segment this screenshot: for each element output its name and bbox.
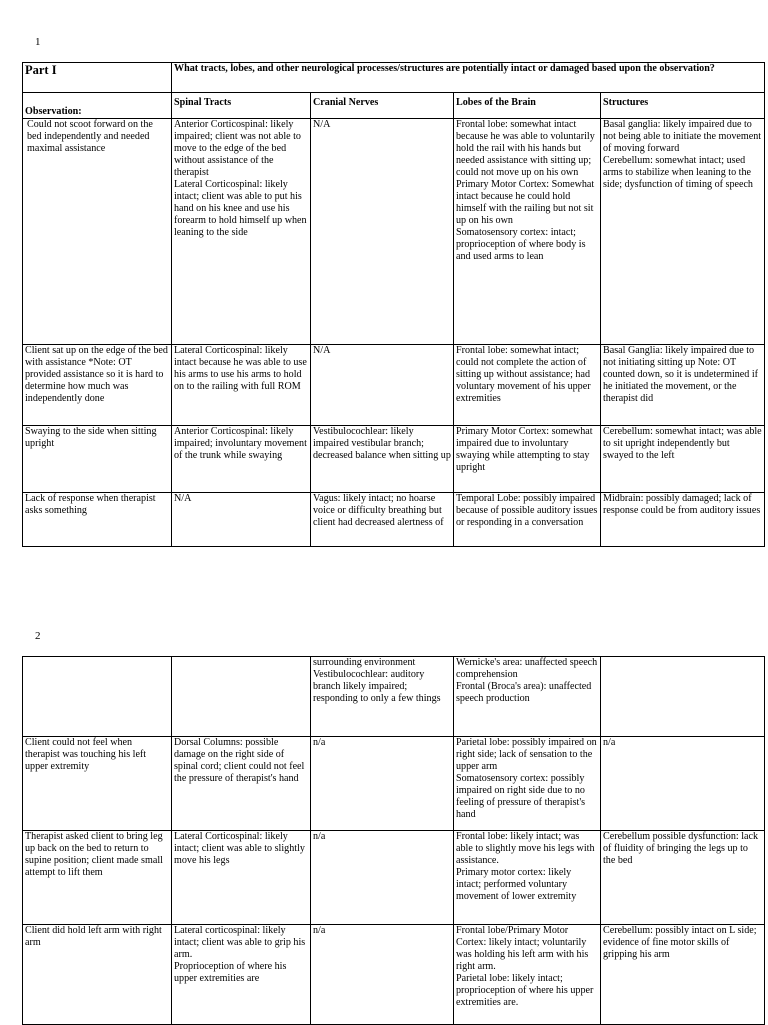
spinal-tracts-cell: Lateral Corticospinal: likely intact; client was able to slightly move his legs	[172, 831, 311, 925]
cranial-nerves-cell: N/A	[311, 119, 454, 345]
cranial-nerves-cell: N/A	[311, 345, 454, 426]
observation-cell: Therapist asked client to bring leg up back on the bed to return to supine position; client made small attempt to lift them	[23, 831, 172, 925]
spinal-tracts-cell: Lateral Corticospinal: likely intact because he was able to use his arms to use his arms to hold on to the railing with full ROM	[172, 345, 311, 426]
observation-cell	[23, 657, 172, 737]
cranial-nerves-cell: Vestibulocochlear: likely impaired vestibular branch; decreased balance when sitting up	[311, 426, 454, 493]
table-row	[23, 737, 765, 831]
column-header-spinal-tracts: Spinal Tracts	[172, 93, 311, 119]
neuro-table-page-1	[22, 62, 765, 547]
column-header-observation: Observation:	[23, 93, 172, 119]
table-row	[23, 657, 765, 737]
observation-cell: Client could not feel when therapist was touching his left upper extremity	[23, 737, 172, 831]
spinal-tracts-cell: Anterior Corticospinal: likely impaired; client was not able to move to the edge of the bed without assistance of the therapist Lateral Corticospinal: likely intact; client was able to put his hand on his knee and use his forearm to hold himself up when leaning to the side	[172, 119, 311, 345]
part-heading: Part I	[23, 63, 172, 93]
lobes-cell: Wernicke's area: unaffected speech comprehension Frontal (Broca's area): unaffected speech production	[454, 657, 601, 737]
structures-cell: Cerebellum possible dysfunction: lack of fluidity of bringing the legs up to the bed	[601, 831, 765, 925]
cranial-nerves-cell: n/a	[311, 737, 454, 831]
observation-cell: Could not scoot forward on the bed independently and needed maximal assistance	[23, 119, 172, 345]
cranial-nerves-cell: n/a	[311, 831, 454, 925]
table-row	[23, 119, 765, 345]
lobes-cell: Primary Motor Cortex: somewhat impaired due to involuntary swaying while attempting to stay upright	[454, 426, 601, 493]
spinal-tracts-cell: Dorsal Columns: possible damage on the right side of spinal cord; client could not feel the pressure of therapist's hand	[172, 737, 311, 831]
observation-cell: Client did hold left arm with right arm	[23, 925, 172, 1025]
column-header-cranial-nerves: Cranial Nerves	[311, 93, 454, 119]
lobes-cell: Frontal lobe/Primary Motor Cortex: likely intact; voluntarily was holding his left arm with his right arm. Parietal lobe: likely intact; proprioception of where his upper extremities are.	[454, 925, 601, 1025]
structures-cell: n/a	[601, 737, 765, 831]
structures-cell: Midbrain: possibly damaged; lack of response could be from auditory issues	[601, 493, 765, 547]
lobes-cell: Temporal Lobe: possibly impaired because of possible auditory issues or responding in a conversation	[454, 493, 601, 547]
lobes-cell: Frontal lobe: somewhat intact because he was able to voluntarily hold the rail with his hands but needed assistance with sitting up; could not move up on his own Primary Motor Cortex: Somewhat intact because he could hold himself with the railing but not sit up on his own Somatosensory cortex: intact; proprioception of where body is and used arms to lean	[454, 119, 601, 345]
observation-cell: Lack of response when therapist asks something	[23, 493, 172, 547]
lobes-cell: Frontal lobe: somewhat intact; could not complete the action of sitting up without assistance; had voluntary movement of his upper extremities	[454, 345, 601, 426]
structures-cell: Basal ganglia: likely impaired due to not being able to initiate the movement of moving forward Cerebellum: somewhat intact; used arms to stabilize when leaning to the side; dysfunction of timing of speech	[601, 119, 765, 345]
spinal-tracts-cell: Lateral corticospinal: likely intact; client was able to grip his arm. Proprioception of where his upper extremities are	[172, 925, 311, 1025]
table-row	[23, 831, 765, 925]
table-row	[23, 925, 765, 1025]
structures-cell: Basal Ganglia: likely impaired due to not initiating sitting up Note: OT counted down, so it is undetermined if he initiated the movement, or the therapist did	[601, 345, 765, 426]
table-row	[23, 493, 765, 547]
lobes-cell: Frontal lobe: likely intact; was able to slightly move his legs with assistance. Primary motor cortex: likely intact; performed voluntary movement of lower extremity	[454, 831, 601, 925]
lobes-cell: Parietal lobe: possibly impaired on right side; lack of sensation to the upper arm Somatosensory cortex: possibly impaired on right side due to no feeling of pressure of therapist's hand	[454, 737, 601, 831]
structures-cell	[601, 657, 765, 737]
page-number: 1	[35, 36, 41, 48]
structures-cell: Cerebellum: possibly intact on L side; evidence of fine motor skills of gripping his arm	[601, 925, 765, 1025]
cranial-nerves-cell: Vagus: likely intact; no hoarse voice or difficulty breathing but client had decreased alertness of	[311, 493, 454, 547]
neuro-table-page-2	[22, 656, 765, 1025]
column-header-structures: Structures	[601, 93, 765, 119]
page-number: 2	[35, 630, 41, 642]
table-row	[23, 345, 765, 426]
spinal-tracts-cell: Anterior Corticospinal: likely impaired; involuntary movement of the trunk while swaying	[172, 426, 311, 493]
cranial-nerves-cell: surrounding environment Vestibulocochlear: auditory branch likely impaired; responding to only a few things	[311, 657, 454, 737]
cranial-nerves-cell: n/a	[311, 925, 454, 1025]
table-question: What tracts, lobes, and other neurological processes/structures are potentially intact or damaged based upon the observation?	[172, 63, 765, 93]
spinal-tracts-cell: N/A	[172, 493, 311, 547]
observation-cell: Client sat up on the edge of the bed with assistance *Note: OT provided assistance so it is hard to determine how much was independently done	[23, 345, 172, 426]
spinal-tracts-cell	[172, 657, 311, 737]
structures-cell: Cerebellum: somewhat intact; was able to sit upright independently but swayed to the left	[601, 426, 765, 493]
observation-cell: Swaying to the side when sitting upright	[23, 426, 172, 493]
table-row	[23, 426, 765, 493]
column-header-lobes: Lobes of the Brain	[454, 93, 601, 119]
